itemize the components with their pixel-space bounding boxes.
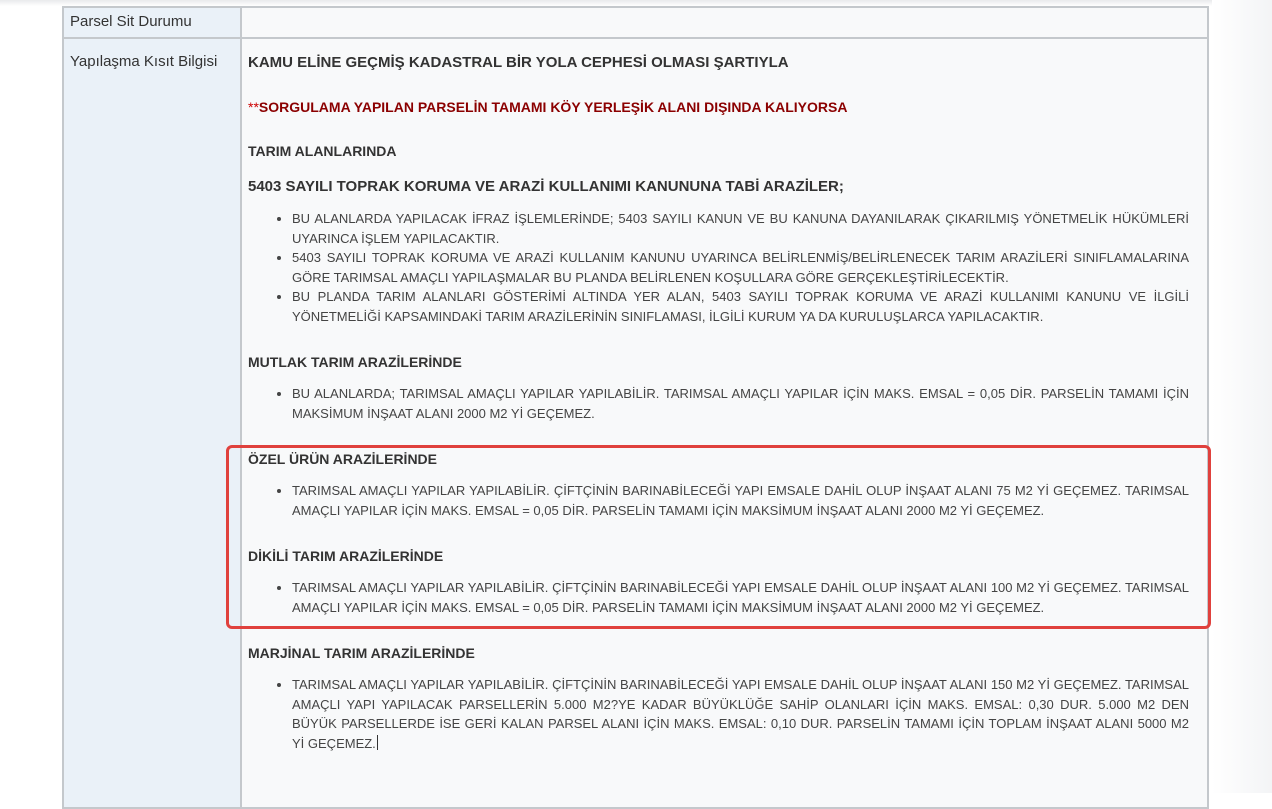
main-condition-title: KAMU ELİNE GEÇMİŞ KADASTRAL BİR YOLA CEPHESİ OLMASI ŞARTIYLA <box>248 54 789 71</box>
list-5403 <box>248 209 1189 326</box>
table-row-yapilasma-kisit <box>63 38 1208 808</box>
list-item: • TARIMSAL AMAÇLI YAPILAR YAPILABİLİR. ÇİFTÇİNİN BARINABİLECEĞİ YAPI EMSALE DAHİL OLUP İNŞAAT ALANI 75 M2 Yİ GEÇEMEZ. TARIMSAL AMAÇLI YAPILAR İÇİN MAKS. EMSAL = 0,05 DİR. PARSELİN TAMAMI İÇİN MAKSİMUM İNŞAAT ALANI 2000 M2 Yİ GEÇEMEZ. <box>292 481 1189 520</box>
section-heading-tarim: TARIM ALANLARINDA <box>248 143 397 159</box>
parcel-info-table <box>62 6 1209 809</box>
list-mutlak <box>248 384 1189 423</box>
warning-prefix: ** <box>248 99 259 115</box>
section-heading-marjinal: MARJİNAL TARIM ARAZİLERİNDE <box>248 645 475 661</box>
section-heading-5403: 5403 SAYILI TOPRAK KORUMA VE ARAZİ KULLANIMI KANUNUNA TABİ ARAZİLER; <box>248 178 844 195</box>
value-parsel-sit-durumu <box>241 7 1208 38</box>
warning-text: SORGULAMA YAPILAN PARSELİN TAMAMI KÖY YERLEŞİK ALANI DIŞINDA KALIYORSA <box>258 99 848 115</box>
list-item: • 5403 SAYILI TOPRAK KORUMA VE ARAZİ KULLANIM KANUNU UYARINCA BELİRLENMİŞ/BELİRLENECEK TARIM ARAZİLERİ SINIFLAMALARINA GÖRE TARIMSAL AMAÇLI YAPILAŞMALAR BU PLANDA BELİRLENEN KOŞULLARA GÖRE GERÇEKLEŞTİRİLECEKTİR. <box>292 248 1189 287</box>
list-ozel-urun <box>248 481 1189 520</box>
list-item: • TARIMSAL AMAÇLI YAPILAR YAPILABİLİR. ÇİFTÇİNİN BARINABİLECEĞİ YAPI EMSALE DAHİL OLUP İNŞAAT ALANI 100 M2 Yİ GEÇEMEZ. TARIMSAL AMAÇLI YAPILAR İÇİN MAKS. EMSAL = 0,05 DİR. PARSELİN TAMAMI İÇİN MAKSİMUM İNŞAAT ALANI 2000 M2 Yİ GEÇEMEZ. <box>292 578 1189 617</box>
label-parsel-sit-durumu: Parsel Sit Durumu <box>63 7 241 38</box>
list-item: • BU ALANLARDA YAPILACAK İFRAZ İŞLEMLERİNDE; 5403 SAYILI KANUN VE BU KANUNA DAYANILARAK ÇIKARILMIŞ YÖNETMELİK HÜKÜMLERİ UYARINCA İŞLEM YAPILACAKTIR. <box>292 209 1189 248</box>
list-item: • BU ALANLARDA; TARIMSAL AMAÇLI YAPILAR YAPILABİLİR. TARIMSAL AMAÇLI YAPILAR İÇİN MAKS. EMSAL = 0,05 DİR. PARSELİN TAMAMI İÇİN MAKSİMUM İNŞAAT ALANI 2000 M2 Yİ GEÇEMEZ. <box>292 384 1189 423</box>
table-row-sit-durumu <box>63 7 1208 38</box>
section-heading-dikili: DİKİLİ TARIM ARAZİLERİNDE <box>248 548 444 564</box>
warning-heading <box>248 97 1189 117</box>
section-heading-mutlak: MUTLAK TARIM ARAZİLERİNDE <box>248 354 462 370</box>
label-yapilasma-kisit-bilgisi: Yapılaşma Kısıt Bilgisi <box>63 38 241 808</box>
text-cursor <box>377 735 378 750</box>
list-marjinal <box>248 675 1189 753</box>
value-yapilasma-kisit-bilgisi <box>241 38 1208 808</box>
list-item <box>292 675 1189 753</box>
list-item-text: TARIMSAL AMAÇLI YAPILAR YAPILABİLİR. ÇİFTÇİNİN BARINABİLECEĞİ YAPI EMSALE DAHİL OLUP İNŞAAT ALANI 150 M2 Yİ GEÇEMEZ. TARIMSAL AMAÇLI YAPI YAPILACAK PARSELLERİN 5.000 M2?YE KADAR BÜYÜKLÜĞE SAHİP OLANLARI İÇİN MAKS. EMSAL: 0,30 DUR. 5.000 M2 DEN BÜYÜK PARSELLERDE İSE GERİ KALAN PARSEL ALANI İÇİN MAKS. EMSAL: 0,10 DUR. PARSELİN TAMAMI İÇİN TOPLAM İNŞAAT ALANI 5000 M2 Yİ GEÇEMEZ. <box>292 677 1189 751</box>
section-heading-ozel-urun: ÖZEL ÜRÜN ARAZİLERİNDE <box>248 451 437 467</box>
list-dikili <box>248 578 1189 617</box>
page-right-shadow <box>1212 0 1272 793</box>
list-item: • BU PLANDA TARIM ALANLARI GÖSTERİMİ ALTINDA YER ALAN, 5403 SAYILI TOPRAK KORUMA VE ARAZİ KULLANIMI KANUNU VE İLGİLİ YÖNETMELİĞİ KAPSAMINDAKİ TARIM ARAZİLERİNİN SINIFLAMASI, İLGİLİ KURUM YA DA KURULUŞLARCA YAPILACAKTIR. <box>292 287 1189 326</box>
